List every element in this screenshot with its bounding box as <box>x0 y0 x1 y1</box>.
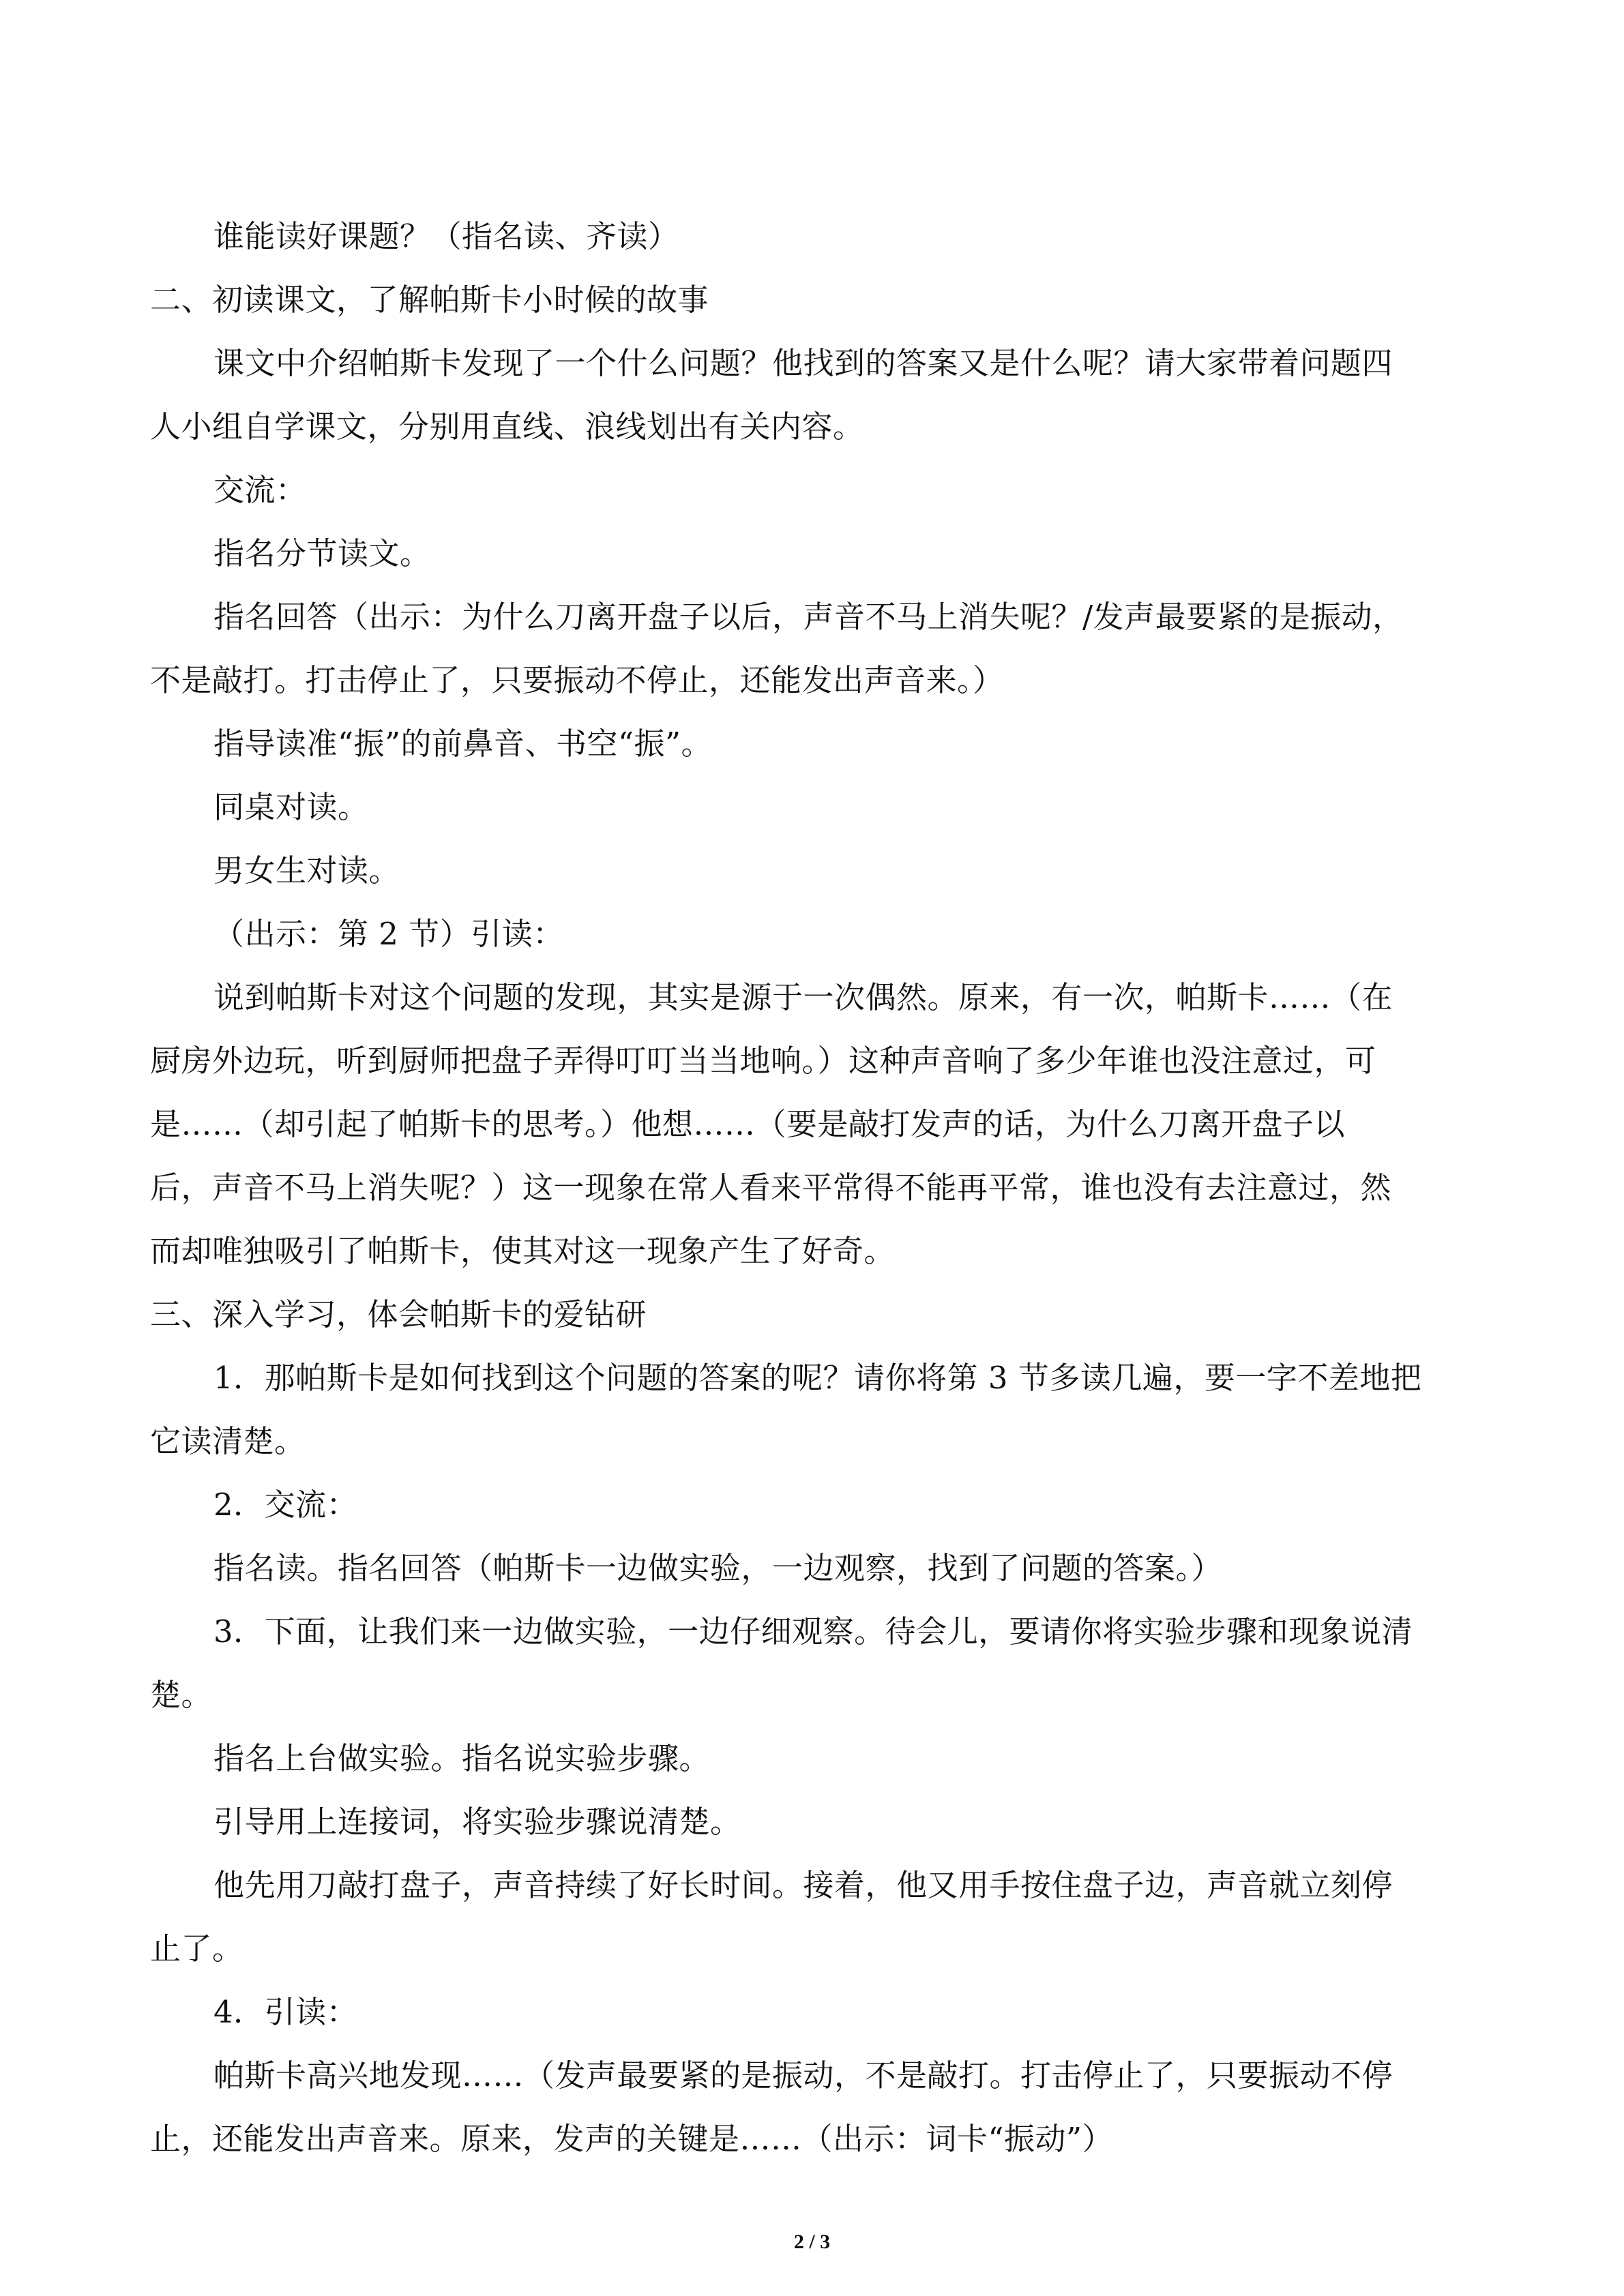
text-line: 而却唯独吸引了帕斯卡，使其对这一现象产生了好奇。 <box>150 1233 896 1269</box>
text-line: 2．交流： <box>213 1487 358 1523</box>
text-line: 不是敲打。打击停止了，只要振动不停止，还能发出声音来。） <box>150 662 1004 698</box>
text-line: 谁能读好课题？（指名读、齐读） <box>213 218 679 254</box>
text-line: 厨房外边玩，听到厨师把盘子弄得叮叮当当地响。）这种声音响了多少年谁也没注意过，可 <box>150 1043 1376 1079</box>
text-line: （出示：第 2 节）引读： <box>213 916 564 952</box>
text-line: 指名回答（出示：为什么刀离开盘子以后，声音不马上消失呢？/发声最要紧的是振动， <box>213 599 1404 635</box>
text-line: 止，还能发出声音来。原来，发声的关键是……（出示：词卡“振动”） <box>150 2121 1114 2157</box>
text-line: 说到帕斯卡对这个问题的发现，其实是源于一次偶然。原来，有一次，帕斯卡……（在 <box>213 979 1393 1015</box>
text-line: 止了。 <box>150 1930 243 1967</box>
text-line: 帕斯卡高兴地发现……（发声最要紧的是振动，不是敲打。打击停止了，只要振动不停 <box>213 2057 1393 2093</box>
text-line: 男女生对读。 <box>213 852 400 889</box>
text-line: 楚。 <box>150 1677 213 1713</box>
text-line: 引导用上连接词，将实验步骤说清楚。 <box>213 1804 741 1840</box>
text-line: 指名读。指名回答（帕斯卡一边做实验，一边观察，找到了问题的答案。） <box>213 1550 1223 1586</box>
text-line: 它读清楚。 <box>150 1423 306 1459</box>
text-line: 他先用刀敲打盘子，声音持续了好长时间。接着，他又用手按住盘子边，声音就立刻停 <box>213 1867 1393 1903</box>
text-line: 是……（却引起了帕斯卡的思考。）他想……（要是敲打发声的话，为什么刀离开盘子以 <box>150 1106 1346 1142</box>
text-line: 同桌对读。 <box>213 789 369 825</box>
text-line: 1．那帕斯卡是如何找到这个问题的答案的呢？请你将第 3 节多读几遍，要一字不差地把 <box>213 1360 1422 1396</box>
text-line: 3．下面，让我们来一边做实验，一边仔细观察。待会儿，要请你将实验步骤和现象说清 <box>213 1613 1413 1650</box>
text-line: 人小组自学课文，分别用直线、浪线划出有关内容。 <box>150 408 864 445</box>
text-line: 指导读准“振”的前鼻音、书空“振”。 <box>213 726 713 762</box>
text-line: 指名上台做实验。指名说实验步骤。 <box>213 1740 711 1776</box>
text-line: 指名分节读文。 <box>213 535 431 571</box>
page-number: 2 / 3 <box>793 2231 831 2253</box>
text-line: 4．引读： <box>213 1994 358 2030</box>
text-line: 后，声音不马上消失呢？）这一现象在常人看来平常得不能再平常，谁也没有去注意过，然 <box>150 1169 1392 1206</box>
section-heading: 三、深入学习，体会帕斯卡的爱钻研 <box>150 1296 647 1332</box>
text-line: 交流： <box>213 472 307 508</box>
section-heading: 二、初读课文，了解帕斯卡小时候的故事 <box>150 282 709 318</box>
text-line: 课文中介绍帕斯卡发现了一个什么问题？他找到的答案又是什么呢？请大家带着问题四 <box>213 345 1393 381</box>
document-body <box>150 205 1477 2171</box>
